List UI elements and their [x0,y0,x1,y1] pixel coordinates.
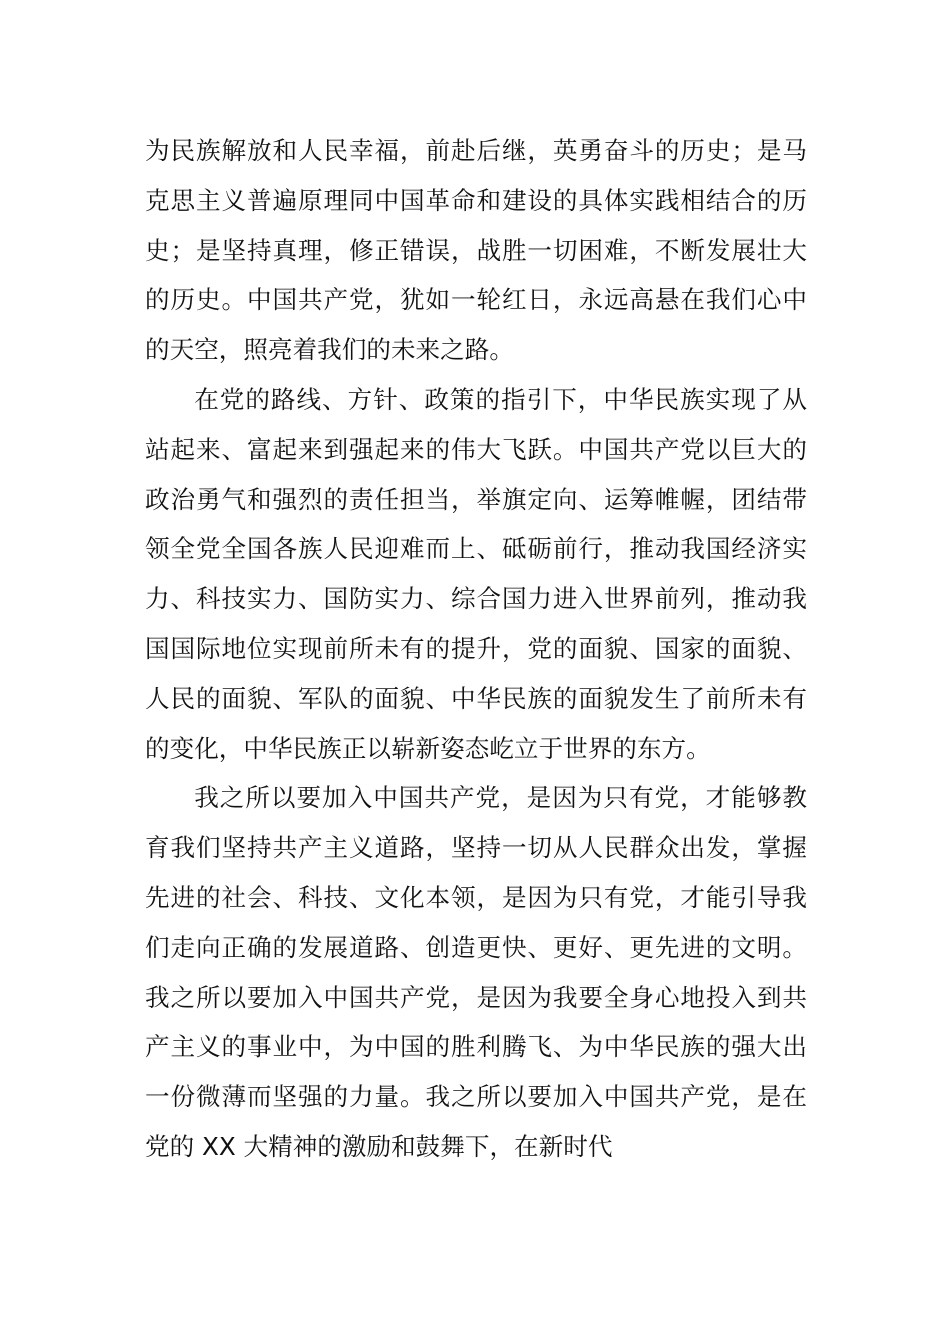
paragraph-continuation: 为民族解放和人民幸福，前赴后继，英勇奋斗的历史；是马克思主义普遍原理同中国革命和建设的具体实践相结合的历史；是坚持真理，修正错误，战胜一切困难，不断发展壮大的历史。中国共产党，犹如一轮红日，永远高悬在我们心中的天空，照亮着我们的未来之路。 [145,136,807,365]
paragraph-party-guidance: 在党的路线、方针、政策的指引下，中华民族实现了从站起来、富起来到强起来的伟大飞跃。中国共产党以巨大的政治勇气和强烈的责任担当，举旗定向、运筹帷幄，团结带领全党全国各族人民迎难而上、砥砺前行，推动我国经济实力、科技实力、国防实力、综合国力进入世界前列，推动我国国际地位实现前所未有的提升，党的面貌、国家的面貌、人民的面貌、军队的面貌、中华民族的面貌发生了前所未有的变化，中华民族正以崭新姿态屹立于世界的东方。 [145,384,807,763]
document-body [145,126,807,1172]
paragraph-reasons-to-join: 我之所以要加入中国共产党，是因为只有党，才能够教育我们坚持共产主义道路，坚持一切从人民群众出发，掌握先进的社会、科技、文化本领，是因为只有党，才能引导我们走向正确的发展道路、创造更快、更好、更先进的文明。我之所以要加入中国共产党，是因为我要全身心地投入到共产主义的事业中，为中国的胜利腾飞、为中华民族的强大出一份微薄而坚强的力量。我之所以要加入中国共产党，是在党的 XX 大精神的激励和鼓舞下，在新时代 [145,783,807,1161]
